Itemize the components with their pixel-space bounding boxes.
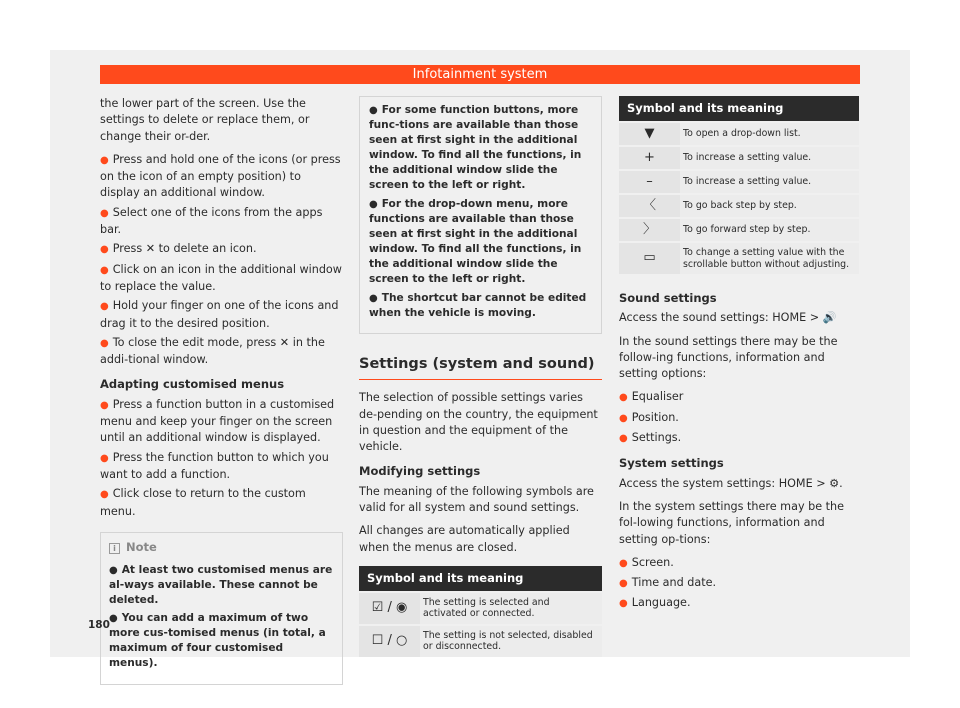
list-item: ● The shortcut bar cannot be edited when the vehicle is moving. bbox=[369, 292, 587, 319]
section-heading: Modifying settings bbox=[359, 464, 481, 479]
list-item: ● Screen. bbox=[619, 555, 674, 569]
table-cell: To open a drop-down list. bbox=[680, 123, 859, 145]
list-item: ● For some function buttons, more func-tions are available than those seen at first sight in the additional window. To find all the functions, in the additional window slide the screen to the left or right. bbox=[369, 104, 582, 191]
paragraph: In the sound settings there may be the follow-ing functions, information and setting options: bbox=[619, 334, 838, 381]
sound-settings-heading: Sound settings bbox=[619, 291, 717, 305]
list-item: ● Settings. bbox=[619, 431, 682, 445]
list-item: ● Select one of the icons from the apps bar. bbox=[100, 205, 323, 237]
chevron-left-icon: 〈 bbox=[642, 197, 656, 213]
checkbox-radio-unselected-icon: ☐ / ○ bbox=[371, 633, 408, 649]
manual-page bbox=[50, 50, 910, 670]
table-cell: The setting is selected and activated or connected. bbox=[420, 593, 602, 624]
list-item: ● Press a function button in a customised menu and keep your finger on the screen until an additional window is displayed. bbox=[100, 397, 335, 445]
list-item: ● Click close to return to the custom menu. bbox=[100, 487, 306, 518]
list-item: ● Hold your finger on one of the icons and drag it to the desired position. bbox=[100, 299, 339, 330]
table-row bbox=[619, 219, 859, 241]
table-row bbox=[619, 147, 859, 169]
list-item: ● At least two customised menus are al-ways available. These cannot be deleted. bbox=[109, 564, 333, 607]
table-cell: The setting is not selected, disabled or disconnected. bbox=[420, 626, 602, 657]
scroll-button-icon: ▭ bbox=[643, 250, 656, 266]
page-number: 180 bbox=[88, 619, 110, 631]
table-row bbox=[619, 195, 859, 217]
paragraph: Access the system settings: HOME > ⚙. bbox=[619, 476, 843, 490]
list-item: ● To close the edit mode, press ✕ in the addi-tional window. bbox=[100, 335, 325, 367]
column-middle bbox=[359, 96, 602, 657]
intro-paragraph: the lower part of the screen. Use the settings to delete or replace them, or change their or-der. bbox=[100, 97, 310, 143]
table-cell: To increase a setting value. bbox=[680, 171, 859, 193]
note-title: Note bbox=[126, 539, 157, 554]
plus-icon: + bbox=[644, 149, 655, 165]
table-row bbox=[619, 243, 859, 274]
column-left bbox=[100, 96, 343, 685]
paragraph: The selection of possible settings varies de-pending on the country, the equipment in question and the equipment of the vehicle. bbox=[359, 391, 598, 454]
table-header: Symbol and its meaning bbox=[619, 96, 859, 121]
paragraph: Access the sound settings: HOME > 🔊 bbox=[619, 311, 837, 325]
info-box bbox=[359, 96, 602, 334]
column-right bbox=[619, 96, 859, 616]
chevron-right-icon: 〉 bbox=[642, 221, 656, 237]
list-item: ● Time and date. bbox=[619, 576, 717, 590]
table-row bbox=[359, 626, 602, 657]
list-item: ● Press and hold one of the icons (or press on the icon of an empty position) to display an additional window. bbox=[100, 152, 341, 200]
list-item: ● Language. bbox=[619, 596, 691, 610]
list-item: ● Equaliser bbox=[619, 390, 684, 404]
list-item: ● For the drop-down menu, more functions are available than those seen at first sight in the additional window. To find all the functions, in the additional window slide the screen to the left or right. bbox=[369, 198, 582, 285]
minus-icon: – bbox=[646, 173, 653, 189]
table-cell: To go back step by step. bbox=[680, 195, 859, 217]
table-row bbox=[619, 123, 859, 145]
page-header: Infotainment system bbox=[100, 65, 860, 84]
list-item: ● Press ✕ to delete an icon. bbox=[100, 242, 257, 256]
dropdown-icon: ▼ bbox=[644, 125, 655, 141]
paragraph: In the system settings there may be the fol-lowing functions, information and setting op-tions: bbox=[619, 499, 845, 546]
table-cell: To change a setting value with the scrollable button without adjusting. bbox=[680, 243, 859, 274]
checkbox-radio-selected-icon: ☑ / ◉ bbox=[371, 600, 408, 616]
paragraph: The meaning of the following symbols are valid for all system and sound settings. bbox=[359, 484, 594, 515]
table-row bbox=[359, 593, 602, 624]
info-icon: i bbox=[109, 543, 120, 554]
list-item: ● Click on an icon in the additional window to replace the value. bbox=[100, 262, 342, 293]
list-item: ● Press the function button to which you want to add a function. bbox=[100, 450, 329, 481]
section-heading: Adapting customised menus bbox=[100, 377, 285, 392]
section-title: Settings (system and sound) bbox=[359, 356, 602, 380]
table-cell: To increase a setting value. bbox=[680, 147, 859, 169]
table-cell: To go forward step by step. bbox=[680, 219, 859, 241]
list-item: ● Position. bbox=[619, 410, 679, 424]
system-settings-heading: System settings bbox=[619, 456, 724, 471]
table-header: Symbol and its meaning bbox=[359, 566, 602, 591]
note-box bbox=[100, 532, 343, 685]
table-row bbox=[619, 171, 859, 193]
list-item: ● You can add a maximum of two more cus-tomised menus (in total, a maximum of four customised menus). bbox=[109, 612, 326, 670]
paragraph: All changes are automatically applied when the menus are closed. bbox=[359, 524, 570, 554]
